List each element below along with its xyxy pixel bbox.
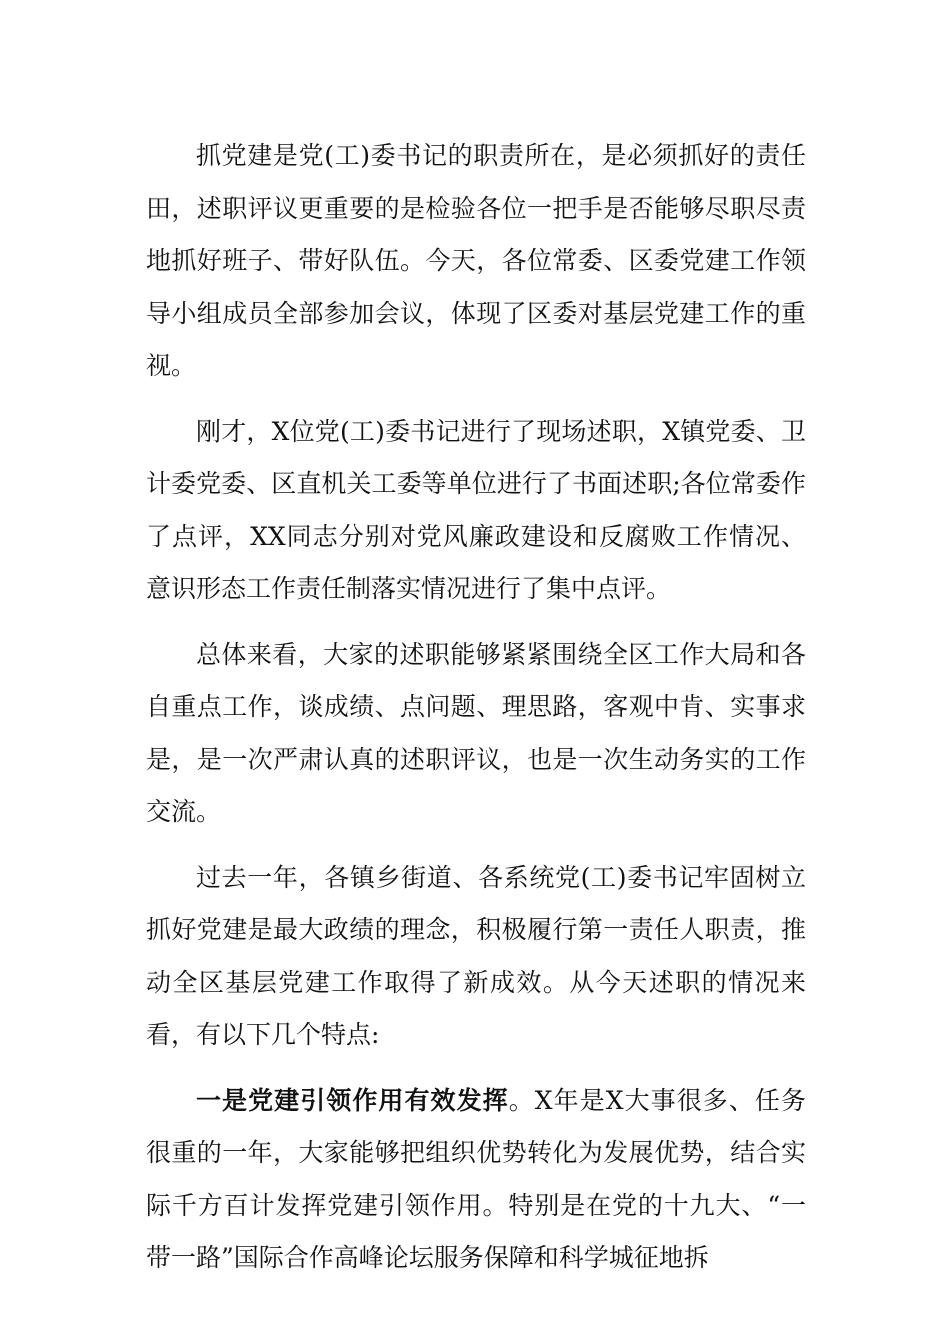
paragraph-2 [146,406,806,616]
document-body [146,130,806,1298]
paragraph-5-text: 。X年是X大事很多、任务很重的一年，大家能够把组织优势转化为发展优势，结合实际千方百计发挥党建引领作用。特别是在党的十九大、“一带一路”国际合作高峰论坛服务保障和科学城征地拆 [146,1085,806,1272]
paragraph-3-text: 总体来看，大家的述职能够紧紧围绕全区工作大局和各自重点工作，谈成绩、点问题、理思路，客观中肯、实事求是，是一次严肃认真的述职评议，也是一次生动务实的工作交流。 [146,639,806,826]
paragraph-1 [146,130,806,393]
paragraph-4 [146,852,806,1062]
paragraph-1-text: 抓党建是党(工)委书记的职责所在，是必须抓好的责任田，述职评议更重要的是检验各位一把手是否能够尽职尽责地抓好班子、带好队伍。今天，各位常委、区委党建工作领导小组成员全部参加会议，体现了区委对基层党建工作的重视。 [146,141,806,380]
paragraph-3 [146,629,806,839]
paragraph-2-text: 刚才，X位党(工)委书记进行了现场述职，X镇党委、卫计委党委、区直机关工委等单位进行了书面述职;各位常委作了点评，XX同志分别对党风廉政建设和反腐败工作情况、意识形态工作责任制落实情况进行了集中点评。 [146,416,806,603]
paragraph-4-text: 过去一年，各镇乡街道、各系统党(工)委书记牢固树立抓好党建是最大政绩的理念，积极履行第一责任人职责，推动全区基层党建工作取得了新成效。从今天述职的情况来看，有以下几个特点: [146,862,806,1049]
paragraph-5 [146,1075,806,1285]
paragraph-5-lead: 一是党建引领作用有效发挥 [196,1085,509,1115]
